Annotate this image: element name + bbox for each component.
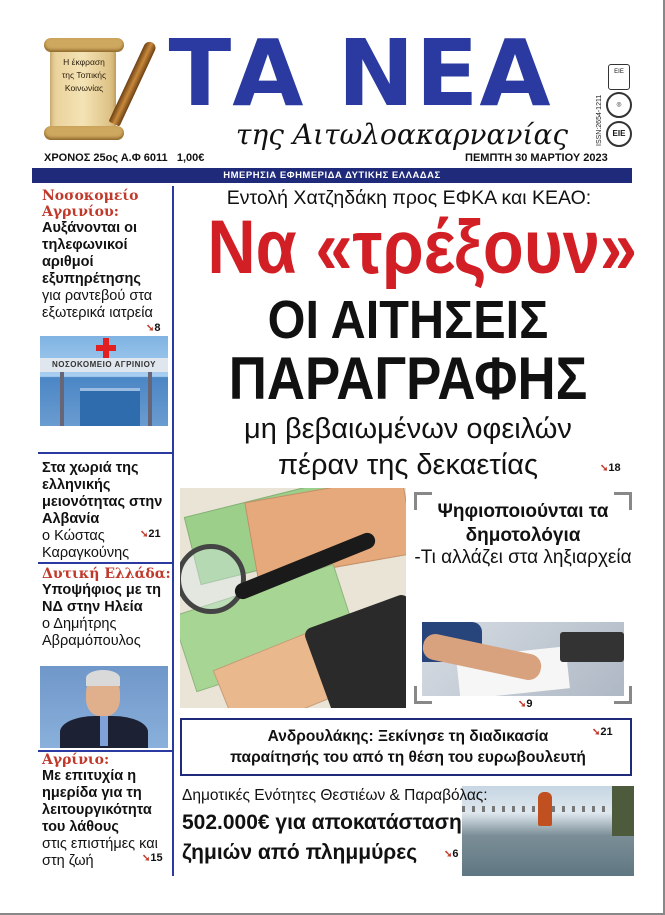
- issue-info: [44, 152, 204, 164]
- story-headline: Υποψήφιος με τη ΝΔ στην Ηλεία: [42, 582, 161, 615]
- page-reference: ➘6: [444, 848, 459, 860]
- quill-scroll-logo: [44, 38, 136, 138]
- lead-deck-line2: πέραν της δεκαετίας: [278, 449, 538, 481]
- red-cross-icon: [96, 338, 116, 358]
- story-androulakis[interactable]: [180, 718, 632, 776]
- page-reference: ➘9: [518, 698, 533, 710]
- story-digital-registries[interactable]: [414, 492, 632, 710]
- hospital-building: [80, 388, 140, 426]
- story-kicker: Δυτική Ελλάδα:: [42, 566, 171, 582]
- story-agrinio[interactable]: [42, 752, 172, 870]
- page-reference: ➘15: [142, 852, 163, 864]
- arrow-icon: ➘: [518, 699, 527, 710]
- floods-kicker: Δημοτικές Ενότητες Θεστιέων & Παραβόλας:: [182, 787, 488, 804]
- arrow-icon: ➘: [444, 849, 453, 860]
- euro-money-photo: [180, 488, 406, 708]
- price: 1,00€: [176, 152, 205, 164]
- story-headline: Αυξάνονται οι τηλεφωνικοί αριθμοί εξυπηρέτησης: [42, 220, 141, 287]
- arrow-icon: ➘: [146, 323, 155, 334]
- lead-headline-line2[interactable]: ΠΑΡΑΓΡΑΦΗΣ: [228, 345, 588, 412]
- politician-photo: [40, 666, 168, 748]
- hospital-sign: ΝΟΣΟΚΟΜΕΙΟ ΑΓΡΙΝΙΟΥ: [40, 358, 168, 372]
- flood-photo: [462, 786, 634, 876]
- lead-kicker: Εντολή Χατζηδάκη προς ΕΦΚΑ και ΚΕΑΟ:: [226, 187, 592, 209]
- page-reference: ➘21: [592, 726, 613, 738]
- page-reference: ➘8: [146, 322, 161, 334]
- story-kicker: Αγρίνιο:: [42, 752, 110, 768]
- divider: [38, 562, 174, 564]
- issn-number: ISSN:2654-1211: [596, 94, 603, 146]
- year-issue: ΧΡΟΝΟΣ 25ος Α.Φ 6011: [44, 152, 168, 164]
- story-headline: Ανδρουλάκης: Ξεκίνησε τη διαδικασία παραίτησής του από τη θέση του ευρωβουλευτή: [230, 728, 586, 766]
- newspaper-title: ΤΑ ΝΕΑ: [168, 20, 552, 127]
- story-headline: Ψηφιοποιούνται τα δημοτολόγια: [437, 501, 609, 546]
- story-deck: ο Δημήτρης Αβραμόπουλος: [42, 616, 141, 649]
- story-west-greece[interactable]: [42, 566, 172, 650]
- story-deck: -Τι αλλάζει στα ληξιαρχεία: [414, 547, 632, 568]
- page-reference: ➘21: [140, 528, 161, 540]
- arrow-icon: ➘: [592, 727, 601, 738]
- lead-headline-line1[interactable]: ΟΙ ΑΙΤΗΣΕΙΣ: [267, 290, 549, 350]
- scroll-motto: Η έκφραση της Τοπικής Κοινωνίας: [61, 57, 107, 93]
- newspaper-subtitle: της Αιτωλοακαρνανίας: [235, 118, 569, 151]
- arrow-icon: ➘: [600, 463, 609, 474]
- lead-deck-line1: μη βεβαιωμένων οφειλών: [244, 413, 572, 445]
- union-seal-icon: ΕΙΕ: [606, 121, 632, 147]
- divider: [38, 452, 174, 454]
- lead-headline-red[interactable]: Να «τρέξουν»: [207, 205, 638, 290]
- issue-date: ΠΕΜΠΤΗ 30 ΜΑΡΤΙΟΥ 2023: [465, 152, 608, 164]
- story-deck: ο Κώστας Καραγκούνης: [42, 528, 130, 561]
- left-sidebar: [34, 186, 174, 876]
- certification-seal-icon: ◎: [606, 92, 632, 118]
- arrow-icon: ➘: [140, 529, 149, 540]
- hospital-photo: [40, 336, 168, 426]
- writing-hands-photo: [422, 622, 624, 696]
- story-kicker: Νοσοκομείο Αγρινίου:: [42, 188, 139, 220]
- story-deck: στις επιστήμες και στη ζωή: [42, 836, 158, 869]
- story-headline: Με επιτυχία η ημερίδα για τη λειτουργικότητα του λάθους: [42, 768, 152, 835]
- arrow-icon: ➘: [142, 853, 151, 864]
- tagline-bar: ΗΜΕΡΗΣΙΑ ΕΦΗΜΕΡΙΔΑ ΔΥΤΙΚΗΣ ΕΛΛΑΔΑΣ: [32, 168, 632, 183]
- story-albania[interactable]: [42, 460, 172, 562]
- page-reference: ➘18: [600, 462, 621, 474]
- story-headline: Στα χωριά της ελληνικής μειονότητας στην Αλβανία: [42, 460, 163, 527]
- story-hospital[interactable]: [42, 188, 172, 334]
- floods-headline-line1[interactable]: 502.000€ για αποκατάσταση: [182, 811, 462, 834]
- story-deck: για ραντεβού στα εξωτερικά ιατρεία: [42, 288, 153, 321]
- floods-headline-line2[interactable]: ζημιών από πλημμύρες: [182, 841, 418, 864]
- publisher-badge-icon: ΕΙΕ: [608, 64, 630, 90]
